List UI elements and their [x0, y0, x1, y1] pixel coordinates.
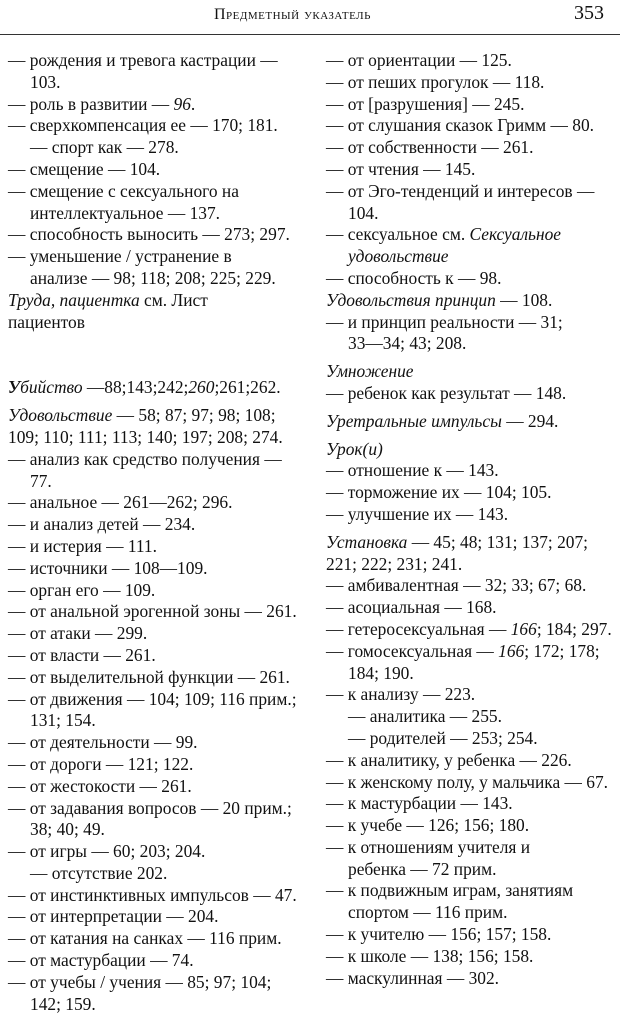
index-column-right: [326, 50, 616, 989]
index-text: — 45; 48; 131; 137; 207;: [407, 531, 589, 552]
index-line: — от пеших прогулок — 118.: [326, 71, 545, 92]
index-line: — от игры — 60; 203; 204.: [8, 841, 206, 862]
index-line: — и принцип реальности — 31;: [326, 311, 563, 332]
index-line: — от чтения — 145.: [326, 158, 476, 179]
index-line: интеллектуальное — 137.: [30, 202, 220, 223]
index-line: — анальное — 261—262; 296.: [8, 492, 233, 513]
running-title: Предметный указатель: [214, 6, 371, 23]
index-text: — гетеросексуальная —: [326, 618, 511, 639]
index-line: анализе — 98; 118; 208; 225; 229.: [30, 267, 276, 288]
index-line: — от Эго-тенденций и интересов —: [326, 180, 595, 201]
index-line: — анализ как средство получения —: [8, 448, 282, 469]
cross-reference: Сексуальное: [469, 224, 562, 245]
index-line: — и анализ детей — 234.: [8, 514, 196, 535]
index-line: — от жестокости — 261.: [8, 775, 192, 796]
index-line: 109; 110; 111; 113; 140; 197; 208; 274.: [8, 426, 283, 447]
index-line: 221; 222; 231; 241.: [326, 553, 463, 574]
index-line: 77.: [30, 470, 52, 491]
index-line: — от деятельности — 99.: [8, 732, 198, 753]
index-line: — отношение к — 143.: [326, 460, 499, 481]
index-text: — гомосексуальная —: [326, 640, 499, 661]
index-line: — и истерия — 111.: [8, 535, 157, 556]
index-line: — от атаки — 299.: [8, 623, 148, 644]
index-line: спортом — 116 прим.: [348, 902, 508, 923]
index-line: — к мастурбации — 143.: [326, 793, 513, 814]
index-line: — от дороги — 121; 122.: [8, 753, 194, 774]
index-heading: Урок(и): [326, 438, 383, 459]
index-text: ;261;262.: [214, 377, 281, 398]
index-line: — орган его — 109.: [8, 579, 156, 600]
page-header: [0, 0, 620, 35]
index-heading: Труда, пациентка: [8, 289, 140, 310]
index-line: 33—34; 43; 208.: [348, 333, 467, 354]
index-initial: У: [8, 377, 21, 398]
index-text: — 294.: [501, 410, 559, 431]
index-line: — рождения и тревога кастрации —: [8, 50, 278, 70]
index-line: — смещение — 104.: [8, 158, 161, 179]
page-number: 353: [574, 2, 604, 24]
page-ref-italic: 166: [498, 640, 525, 661]
index-line: [8, 377, 304, 399]
index-line: — от инстинктивных импульсов — 47.: [8, 884, 297, 905]
index-column-left: [8, 50, 304, 1015]
index-line: — аналитика — 255.: [348, 706, 502, 727]
index-text: ; 172; 178;: [524, 640, 600, 661]
index-heading: Уретральные импульсы: [326, 410, 502, 431]
index-text: — сексуальное см.: [326, 224, 470, 245]
index-line: — смещение с сексуального на: [8, 180, 239, 201]
index-text: см. Лист: [139, 289, 208, 310]
index-line: — к аналитику, у ребенка — 226.: [326, 749, 572, 770]
index-line: — уменьшение / устранение в: [8, 246, 232, 267]
index-line: — к отношениям учителя и: [326, 836, 531, 857]
index-line: — к учителю — 156; 157; 158.: [326, 924, 552, 945]
index-line: — от выделительной функции — 261.: [8, 666, 290, 687]
index-line: — родителей — 253; 254.: [348, 727, 538, 748]
index-line: — отсутствие 202.: [30, 862, 168, 883]
index-line: 38; 40; 49.: [30, 819, 105, 840]
index-text: — роль в развитии —: [8, 93, 174, 114]
index-line: 104.: [348, 202, 379, 223]
index-line: — от движения — 104; 109; 116 прим.;: [8, 688, 297, 709]
index-line: — источники — 108—109.: [8, 557, 208, 578]
index-line: [326, 532, 616, 554]
index-line: — спорт как — 278.: [30, 137, 179, 158]
index-line: 131; 154.: [30, 710, 96, 731]
index-line: [326, 619, 616, 641]
index-line: — от слушания сказок Гримм — 80.: [326, 115, 594, 136]
index-line: — маскулинная — 302.: [326, 967, 500, 988]
index-line: — улучшение их — 143.: [326, 503, 509, 524]
index-line: — сверхкомпенсация ее — 170; 181.: [8, 115, 278, 136]
index-line: [8, 94, 304, 116]
index-heading: бийство: [20, 377, 83, 398]
index-text: — 108.: [495, 289, 553, 310]
index-line: [326, 224, 616, 246]
index-line: — от собственности — 261.: [326, 137, 534, 158]
page-ref-italic: 260: [188, 377, 215, 398]
index-line: — от учебы / учения — 85; 97; 104;: [8, 971, 272, 992]
index-line: — от задавания вопросов — 20 прим.;: [8, 797, 292, 818]
index-line: — от [разрушения] — 245.: [326, 93, 525, 114]
index-line: 142; 159.: [30, 993, 96, 1014]
index-text: .: [190, 93, 196, 114]
index-line: пациентов: [8, 311, 85, 332]
index-line: — к анализу — 223.: [326, 684, 476, 705]
index-text: —88;143;242;: [82, 377, 189, 398]
index-line: — от ориентации — 125.: [326, 50, 512, 70]
index-text: ; 184; 297.: [536, 618, 612, 639]
index-heading: Умножение: [326, 361, 414, 382]
index-line: — торможение их — 104; 105.: [326, 482, 552, 503]
index-line: 103.: [30, 71, 61, 92]
index-line: — от мастурбации — 74.: [8, 950, 194, 971]
index-line: ребенка — 72 прим.: [348, 858, 497, 879]
index-heading: Установка: [326, 531, 408, 552]
index-line: [326, 290, 616, 312]
index-line: — от анальной эрогенной зоны — 261.: [8, 601, 297, 622]
index-line: [8, 405, 304, 427]
index-heading: Удовольствия принцип: [326, 289, 496, 310]
index-line: [326, 641, 616, 663]
index-line: — к школе — 138; 156; 158.: [326, 945, 534, 966]
page-ref-italic: 96: [173, 93, 191, 114]
index-line: — к женскому полу, у мальчика — 67.: [326, 771, 609, 792]
index-line: — от интерпретации — 204.: [8, 906, 219, 927]
page-ref-italic: 166: [510, 618, 537, 639]
index-line: — способность к — 98.: [326, 267, 502, 288]
index-line: — к учебе — 126; 156; 180.: [326, 815, 530, 836]
index-line: — к подвижным играм, занятиям: [326, 880, 574, 901]
index-line: — асоциальная — 168.: [326, 597, 497, 618]
cross-reference: удовольствие: [348, 246, 449, 267]
index-line: — способность выносить — 273; 297.: [8, 224, 290, 245]
index-line: — амбивалентная — 32; 33; 67; 68.: [326, 575, 587, 596]
index-text: — 58; 87; 97; 98; 108;: [112, 405, 276, 426]
index-line: — от власти — 261.: [8, 644, 156, 665]
index-line: — ребенок как результат — 148.: [326, 382, 567, 403]
index-line: [326, 411, 616, 433]
index-line: 184; 190.: [348, 662, 414, 683]
index-line: — от катания на санках — 116 прим.: [8, 928, 282, 949]
index-heading: Удовольствие: [8, 405, 113, 426]
index-line: [8, 290, 304, 312]
